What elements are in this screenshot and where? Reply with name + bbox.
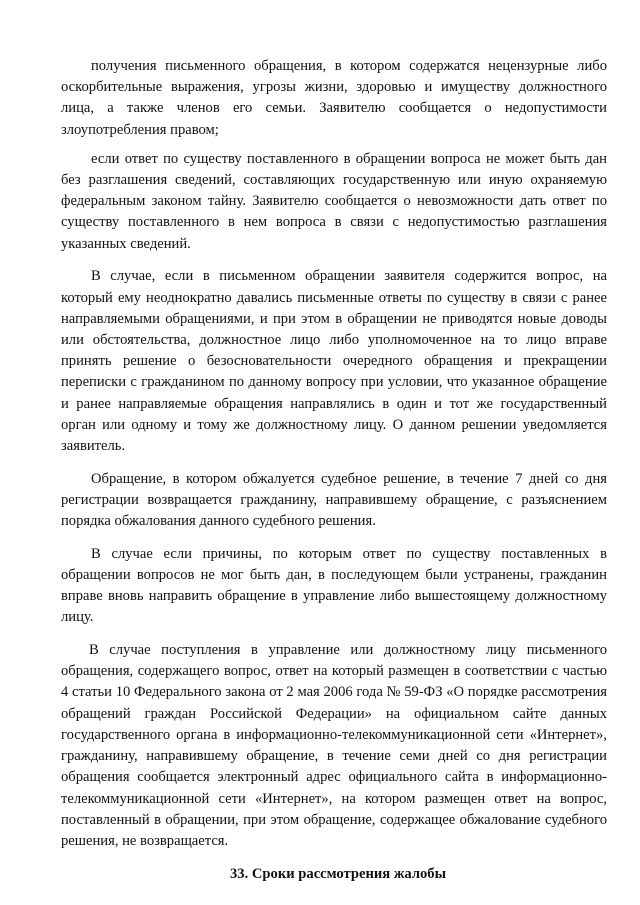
paragraph-reasons-eliminated: В случае если причины, по которым ответ по существу поставленных в обращении вопросов не мог быть дан, в последующем были устранены, гражданин вправе вновь направить обращение в управление либо вышестоящему должностному лицу. — [61, 545, 607, 626]
paragraph-state-secret: если ответ по существу поставленного в обращении вопроса не может быть дан без разглашения сведений, составляющих государственную или иную охраняемую федеральным законом тайну. Заявителю сообщается о невозможности дать ответ по существу поставленного в нем вопроса в связи с недопустимостью разглашения указанных сведений. — [61, 150, 607, 252]
document-page — [61, 56, 607, 885]
paragraph-repeated-appeal: В случае, если в письменном обращении заявителя содержится вопрос, на который ему неоднократно давались письменные ответы по существу в связи с ранее направляемыми обращениями, и при этом в обращении не приводятся новые доводы или обстоятельства, должностное лицо либо уполномоченное на то лицо вправе принять решение о безосновательности очередного обращения и прекращении переписки с гражданином по данному вопросу при условии, что указанное обращение и ранее направляемые обращения направлялись в один и тот же государственный орган или одному и тому же должностному лицу. О данном решении уведомляется заявитель. — [61, 268, 607, 454]
section-heading: 33. Сроки рассмотрения жалобы — [229, 865, 446, 882]
paragraph-internet-answer: В случае поступления в управление или должностному лицу письменного обращения, содержащего вопрос, ответ на который размещен в соответствии с частью 4 статьи 10 Федерального закона от 2 мая 2006 года № 59-ФЗ «О порядке рассмотрения обращений граждан Российской Федерации» на официальном сайте данных государственного органа в информационно-телекоммуникационной сети «Интернет», гражданину, направившему обращение, в течение семи дней со дня регистрации обращения сообщается электронный адрес официального сайта в информационно-телекоммуникационной сети «Интернет», на котором размещен ответ на вопрос, поставленный в обращении, при этом обращение, содержащее обжалование судебного решения, не возвращается. — [61, 642, 607, 849]
paragraph-insult-content: получения письменного обращения, в котором содержатся нецензурные либо оскорбительные выражения, угрозы жизни, здоровью и имуществу должностного лица, а также членов его семьи. Заявителю сообщается о недопустимости злоупотребления правом; — [61, 58, 607, 138]
paragraph-court-decision: Обращение, в котором обжалуется судебное решение, в течение 7 дней со дня регистрации возвращается гражданину, направившему обращение, с разъяснением порядка обжалования данного судебного решения. — [61, 470, 607, 530]
